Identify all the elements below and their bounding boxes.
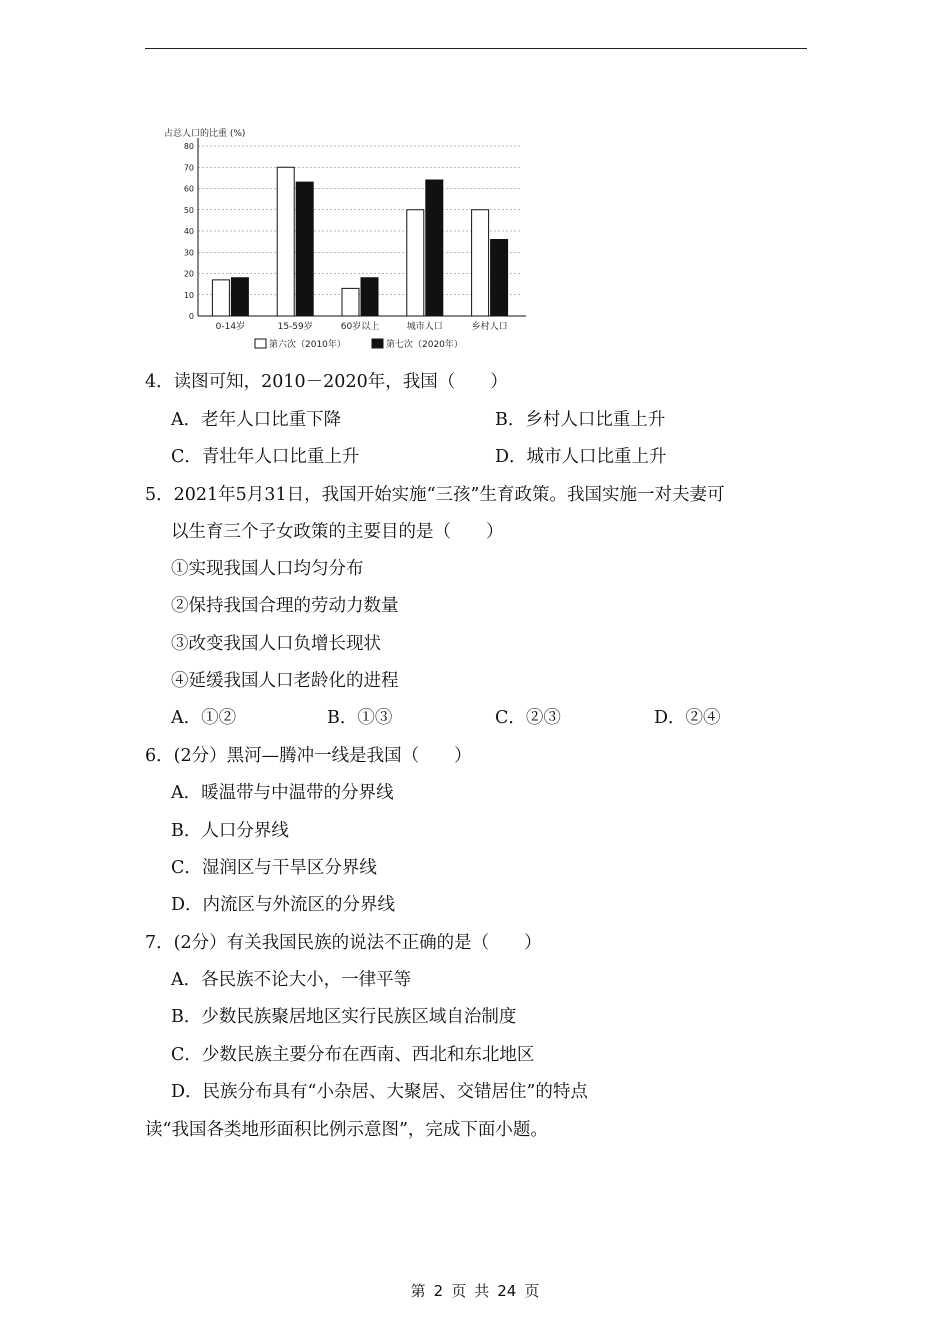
bar-census7-1 (296, 182, 313, 316)
legend-label-0: 第六次（2010年） (269, 340, 346, 350)
q5-option-c[interactable]: C．②③ (495, 708, 561, 728)
q4-option-a[interactable]: A．老年人口比重下降 (171, 410, 342, 430)
q5-item-2: ②保持我国合理的劳动力数量 (171, 596, 399, 616)
y-axis-title: 占总人口的比重 (%) (164, 129, 246, 139)
footer-label-di: 第 (410, 1282, 426, 1300)
y-tick-label: 0 (188, 312, 194, 321)
footer-label-gong: 共 (474, 1282, 490, 1300)
q6-stem: 6．(2分）黑河—腾冲一线是我国（ ） (145, 746, 472, 766)
bar-census7-3 (426, 180, 443, 316)
q6-option-c[interactable]: C．湿润区与干旱区分界线 (171, 858, 377, 878)
y-tick-label: 50 (183, 205, 194, 215)
q4-stem: 4．读图可知，2010－2020年，我国（ ） (145, 372, 508, 392)
y-tick-label: 70 (183, 163, 194, 173)
legend-swatch-0 (255, 339, 266, 348)
y-tick-label: 80 (183, 142, 194, 151)
bar-census6-2 (342, 288, 359, 316)
bar-census6-0 (212, 280, 229, 316)
footer-page-number: 2 (433, 1282, 444, 1300)
q7-stem: 7．(2分）有关我国民族的说法不正确的是（ ） (145, 933, 542, 953)
bar-census7-4 (491, 240, 508, 317)
x-tick-label: 60岁以上 (340, 322, 380, 332)
footer-label-ye-2: 页 (524, 1282, 540, 1300)
section-intro: 读“我国各类地形面积比例示意图”，完成下面小题。 (145, 1120, 548, 1140)
y-tick-label: 40 (183, 227, 194, 236)
footer-label-ye: 页 (451, 1282, 467, 1300)
bar-census7-2 (361, 278, 378, 316)
population-chart (160, 124, 532, 356)
chart-svg (160, 124, 532, 356)
q4-option-d[interactable]: D．城市人口比重上升 (495, 447, 667, 467)
y-tick-label: 30 (183, 248, 194, 258)
q7-option-b[interactable]: B．少数民族聚居地区实行民族区域自治制度 (171, 1007, 517, 1027)
page-footer (0, 1280, 950, 1301)
q5-item-4: ④延缓我国人口老龄化的进程 (171, 671, 399, 691)
q5-stem-line1: 5．2021年5月31日，我国开始实施“三孩”生育政策。我国实施一对夫妻可 (145, 485, 725, 505)
q6-option-b[interactable]: B．人口分界线 (171, 821, 289, 841)
q6-option-d[interactable]: D．内流区与外流区的分界线 (171, 895, 396, 915)
y-tick-label: 60 (183, 184, 194, 194)
bar-census6-1 (277, 167, 294, 316)
q6-option-a[interactable]: A．暖温带与中温带的分界线 (171, 783, 394, 803)
legend-swatch-1 (372, 339, 383, 348)
q5-item-3: ③改变我国人口负增长现状 (171, 634, 381, 654)
x-tick-label: 15-59岁 (277, 322, 313, 332)
q7-option-d[interactable]: D．民族分布具有“小杂居、大聚居、交错居住”的特点 (171, 1082, 588, 1102)
bar-census6-3 (407, 210, 424, 316)
q5-option-d[interactable]: D．②④ (654, 708, 721, 728)
q5-option-a[interactable]: A．①② (171, 708, 237, 728)
q4-option-b[interactable]: B．乡村人口比重上升 (495, 410, 666, 430)
y-tick-label: 10 (183, 290, 194, 300)
q5-stem-line2: 以生育三个子女政策的主要目的是（ ） (171, 522, 504, 542)
q5-item-1: ①实现我国人口均匀分布 (171, 559, 364, 579)
header-rule (145, 48, 807, 49)
q7-option-c[interactable]: C．少数民族主要分布在西南、西北和东北地区 (171, 1045, 535, 1065)
q4-option-c[interactable]: C．青壮年人口比重上升 (171, 447, 360, 467)
x-tick-label: 乡村人口 (471, 322, 508, 332)
y-tick-label: 20 (183, 269, 194, 279)
bar-census7-0 (231, 278, 248, 316)
legend-label-1: 第七次（2020年） (386, 340, 463, 350)
q7-option-a[interactable]: A．各民族不论大小，一律平等 (171, 970, 412, 990)
x-tick-label: 城市人口 (406, 322, 443, 332)
q5-option-b[interactable]: B．①③ (327, 708, 393, 728)
bar-census6-4 (472, 210, 489, 316)
x-tick-label: 0-14岁 (215, 322, 246, 332)
footer-total-pages: 24 (497, 1282, 517, 1300)
